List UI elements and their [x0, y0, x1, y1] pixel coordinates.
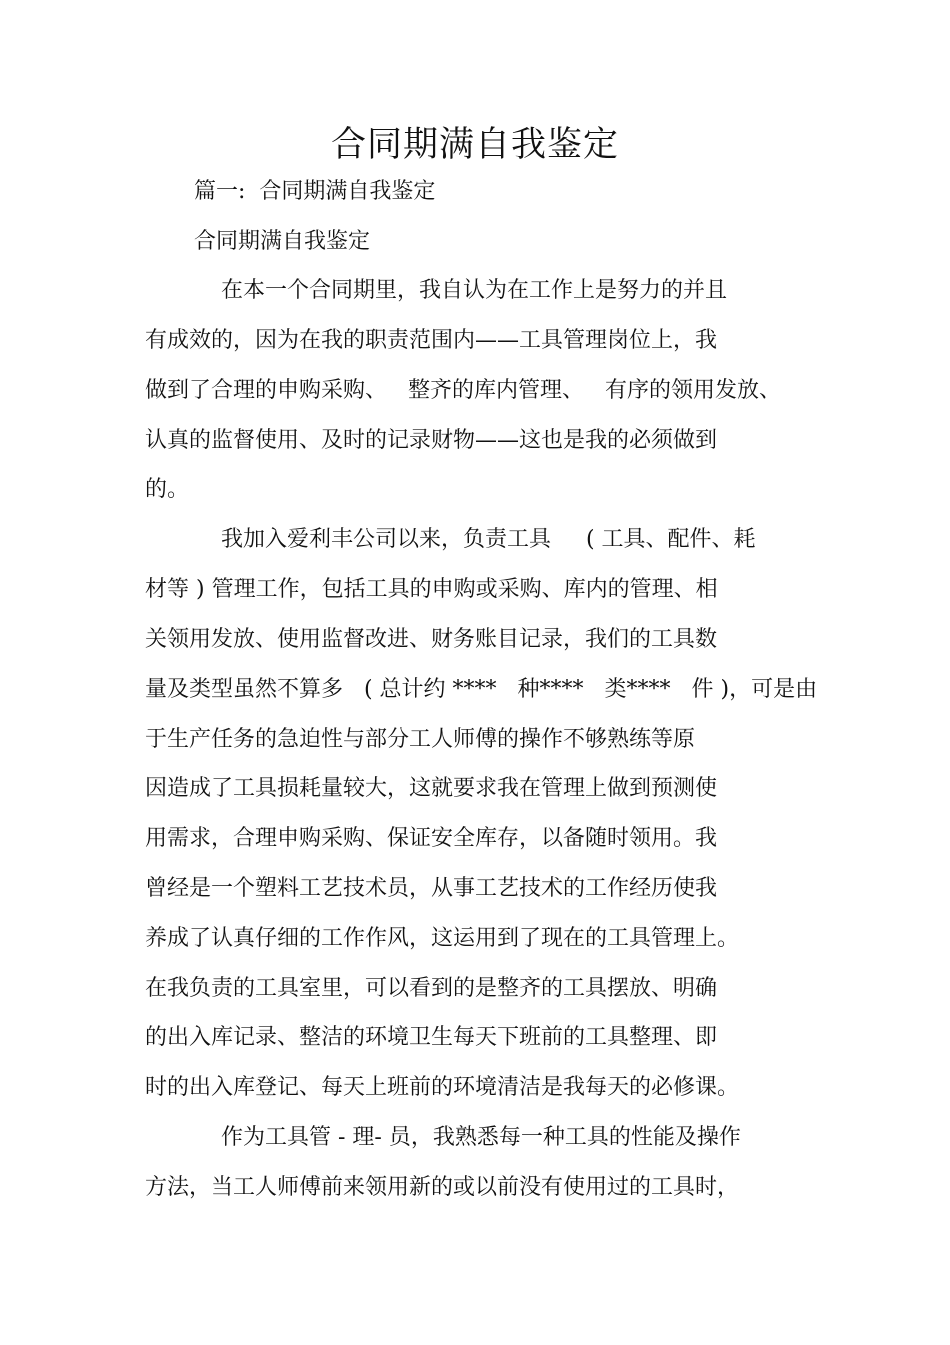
document-title: 合同期满自我鉴定	[330, 125, 619, 165]
body-line: 养成了认真仔细的工作作风，这运用到了现在的工具管理上。	[145, 926, 740, 951]
body-line: 在我负责的工具室里，可以看到的是整齐的工具摆放、明确	[145, 976, 718, 1001]
body-line: 有成效的，因为在我的职责范围内——工具管理岗位上，我	[145, 328, 718, 353]
body-line: 的出入库记录、整洁的环境卫生每天下班前的工具整理、即	[145, 1025, 718, 1050]
body-line: 用需求，合理申购采购、保证安全库存，以备随时领用。我	[145, 826, 718, 851]
body-line: 材等 ) 管理工作，包括工具的申购或采购、库内的管理、相	[145, 577, 718, 602]
body-line: 做到了合理的申购采购、 整齐的库内管理、 有序的领用发放、	[145, 378, 781, 403]
body-line: 曾经是一个塑料工艺技术员，从事工艺技术的工作经历使我	[145, 876, 718, 901]
body-line: 我加入爱利丰公司以来，负责工具 ( 工具、配件、耗	[221, 527, 756, 552]
body-line: 于生产任务的急迫性与部分工人师傅的操作不够熟练等原	[145, 727, 696, 752]
body-line: 量及类型虽然不算多 ( 总计约 **** 种**** 类**** 件 )，可是由	[145, 677, 818, 702]
body-line: 的。	[145, 477, 190, 502]
body-line: 因造成了工具损耗量较大，这就要求我在管理上做到预测使	[145, 776, 718, 801]
section-heading: 篇一: 合同期满自我鉴定	[194, 179, 436, 204]
body-line: 在本一个合同期里，我自认为在工作上是努力的并且	[221, 278, 728, 303]
body-line: 时的出入库登记、每天上班前的环境清洁是我每天的必修课。	[145, 1075, 740, 1100]
body-line: 作为工具管 - 理- 员，我熟悉每一种工具的性能及操作	[221, 1125, 741, 1150]
section-subheading: 合同期满自我鉴定	[194, 229, 371, 254]
body-line: 关领用发放、使用监督改进、财务账目记录，我们的工具数	[145, 627, 718, 652]
body-line: 方法，当工人师傅前来领用新的或以前没有使用过的工具时，	[145, 1175, 740, 1200]
body-line: 认真的监督使用、及时的记录财物——这也是我的必须做到	[145, 428, 718, 453]
